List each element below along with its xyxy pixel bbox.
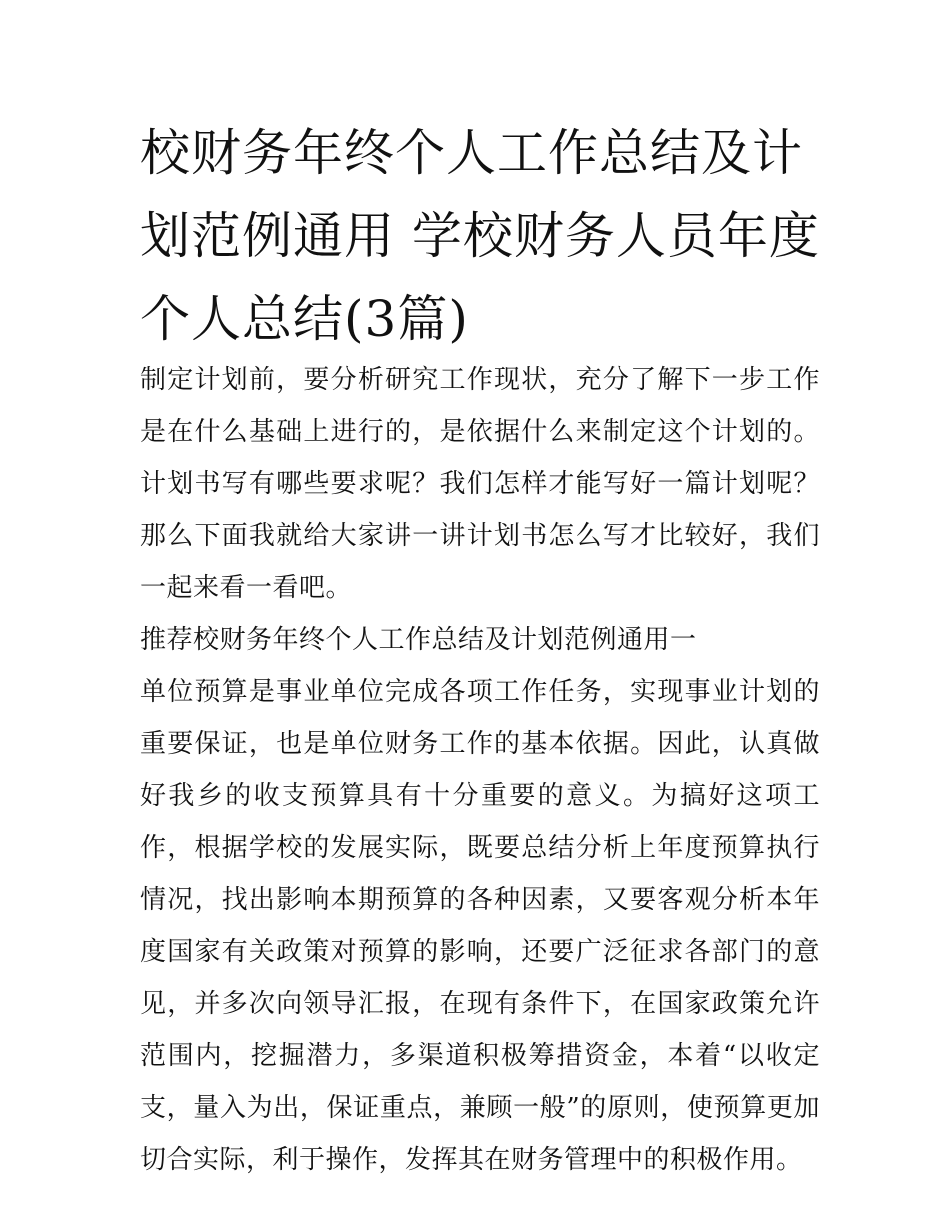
document-title: 校财务年终个人工作总结及计划范例通用 学校财务人员年度个人总结(3篇) <box>140 124 820 348</box>
section-paragraph: 单位预算是事业单位完成各项工作任务，实现事业计划的重要保证，也是单位财务工作的基本依据。因此，认真做好我乡的收支预算具有十分重要的意义。为搞好这项工作，根据学校的发展实际，既要总结分析上年度预算执行情况，找出影响本期预算的各种因素，又要客观分析本年度国家有关政策对预算的影响，还要广泛征求各部门的意见，并多次向领导汇报，在现有条件下，在国家政策允许范围内，挖掘潜力，多渠道积极筹措资金，本着“以收定支，量入为出，保证重点，兼顾一般”的原则，使预算更加切合实际，利于操作，发挥其在财务管理中的积极作用。 <box>140 677 820 1175</box>
intro-paragraph: 制定计划前，要分析研究工作现状，充分了解下一步工作是在什么基础上进行的，是依据什么来制定这个计划的。计划书写有哪些要求呢？我们怎样才能写好一篇计划呢？那么下面我就给大家讲一讲计划书怎么写才比较好，我们一起来看一看吧。 <box>140 365 820 603</box>
document-body <box>140 354 820 1186</box>
section-heading: 推荐校财务年终个人工作总结及计划范例通用一 <box>140 625 697 655</box>
